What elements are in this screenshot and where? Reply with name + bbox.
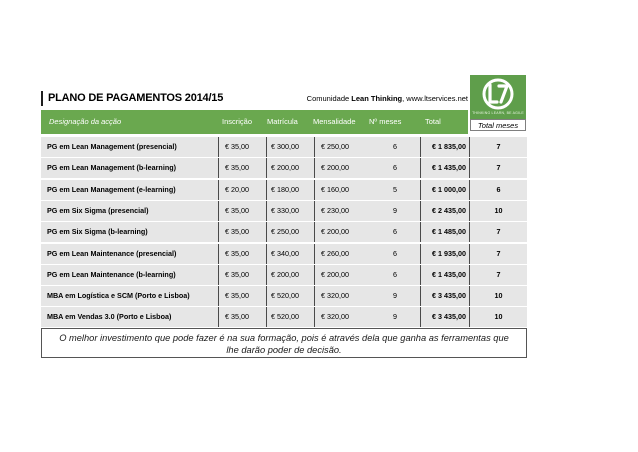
row-total-meses: 7 (496, 163, 501, 173)
row-matricula: € 520,00 (266, 307, 314, 327)
table-row (41, 307, 527, 327)
row-total-meses: 10 (494, 312, 503, 322)
row-total-meses: 7 (496, 248, 501, 258)
community-suffix: , www.ltservices.net (402, 94, 468, 103)
row-inscricao: € 35,00 (218, 265, 266, 285)
community-prefix: Comunidade (306, 94, 352, 103)
row-matricula: € 180,00 (266, 180, 314, 200)
col-total-meses: Total meses (470, 119, 526, 131)
row-mensalidade: € 250,00 (314, 137, 370, 157)
community-credit (307, 92, 468, 105)
col-mensalidade: Mensalidade (313, 117, 356, 126)
col-designacao: Designação da acção (49, 117, 122, 126)
row-inscricao: € 20,00 (218, 180, 266, 200)
row-n-meses: 9 (393, 312, 397, 322)
row-total-meses: 7 (496, 269, 501, 279)
row-matricula: € 200,00 (266, 158, 314, 178)
row-total: € 1 935,00 (420, 244, 470, 264)
row-total: € 3 435,00 (420, 286, 470, 306)
row-name: PG em Six Sigma (presencial) (47, 205, 149, 215)
row-mensalidade: € 320,00 (314, 286, 370, 306)
row-name: PG em Lean Management (presencial) (47, 142, 177, 151)
col-total: Total (425, 117, 441, 126)
row-mensalidade: € 200,00 (314, 158, 370, 178)
row-n-meses: 6 (393, 269, 397, 279)
row-total-meses: 7 (496, 142, 501, 151)
logo-caption: THINKING LEARN, BE AGILE (472, 111, 524, 115)
table-row (41, 180, 527, 200)
row-mensalidade: € 160,00 (314, 180, 370, 200)
row-total: € 1 835,00 (420, 137, 470, 157)
table-row (41, 244, 527, 264)
row-n-meses: 6 (393, 163, 397, 173)
table-row (41, 201, 527, 221)
community-name: Lean Thinking (351, 94, 403, 103)
row-matricula: € 330,00 (266, 201, 314, 221)
row-name: PG em Lean Maintenance (presencial) (47, 248, 177, 258)
row-total: € 1 435,00 (420, 158, 470, 178)
table-row (41, 137, 527, 157)
row-n-meses: 5 (393, 184, 397, 194)
row-name: MBA em Vendas 3.0 (Porto e Lisboa) (47, 312, 172, 322)
row-name: MBA em Logística e SCM (Porto e Lisboa) (47, 291, 190, 301)
row-name: PG em Lean Management (b-learning) (47, 163, 176, 173)
table-row (41, 158, 527, 178)
row-total-meses: 10 (494, 291, 503, 301)
table-header (41, 110, 468, 134)
row-n-meses: 6 (393, 248, 397, 258)
table-row (41, 286, 527, 306)
row-total-meses: 6 (496, 184, 501, 194)
row-name: PG em Six Sigma (b-learning) (47, 227, 148, 237)
table-row (41, 265, 527, 285)
row-mensalidade: € 200,00 (314, 222, 370, 242)
row-matricula: € 520,00 (266, 286, 314, 306)
row-mensalidade: € 320,00 (314, 307, 370, 327)
row-total: € 3 435,00 (420, 307, 470, 327)
row-n-meses: 9 (393, 291, 397, 301)
row-inscricao: € 35,00 (218, 222, 266, 242)
row-mensalidade: € 200,00 (314, 265, 370, 285)
row-total: € 1 000,00 (420, 180, 470, 200)
row-mensalidade: € 230,00 (314, 201, 370, 221)
row-inscricao: € 35,00 (218, 244, 266, 264)
row-inscricao: € 35,00 (218, 307, 266, 327)
motto-box (41, 328, 527, 358)
row-matricula: € 300,00 (266, 137, 314, 157)
row-total: € 2 435,00 (420, 201, 470, 221)
row-inscricao: € 35,00 (218, 137, 266, 157)
col-matricula: Matrícula (267, 117, 298, 126)
row-total: € 1 485,00 (420, 222, 470, 242)
row-n-meses: 6 (393, 142, 397, 151)
lean-thinking-logo (470, 75, 526, 119)
row-total: € 1 435,00 (420, 265, 470, 285)
row-name: PG em Lean Maintenance (b-learning) (47, 269, 176, 279)
col-n-meses: Nº meses (369, 117, 402, 126)
table-row (41, 222, 527, 242)
row-total-meses: 10 (494, 205, 503, 215)
row-inscricao: € 35,00 (218, 158, 266, 178)
row-matricula: € 340,00 (266, 244, 314, 264)
header-bar (41, 91, 470, 106)
col-inscricao: Inscrição (222, 117, 253, 126)
row-name: PG em Lean Management (e-learning) (47, 184, 176, 194)
page-title: PLANO DE PAGAMENTOS 2014/15 (48, 92, 224, 104)
row-inscricao: € 35,00 (218, 201, 266, 221)
row-matricula: € 250,00 (266, 222, 314, 242)
row-inscricao: € 35,00 (218, 286, 266, 306)
row-n-meses: 6 (393, 227, 397, 237)
motto-text: O melhor investimento que pode fazer é na sua formação, pois é através dela que ganha as ferramentas que lhe darão poder de decisão. (59, 333, 509, 355)
row-mensalidade: € 260,00 (314, 244, 370, 264)
row-n-meses: 9 (393, 205, 397, 215)
row-matricula: € 200,00 (266, 265, 314, 285)
row-total-meses: 7 (496, 227, 501, 237)
